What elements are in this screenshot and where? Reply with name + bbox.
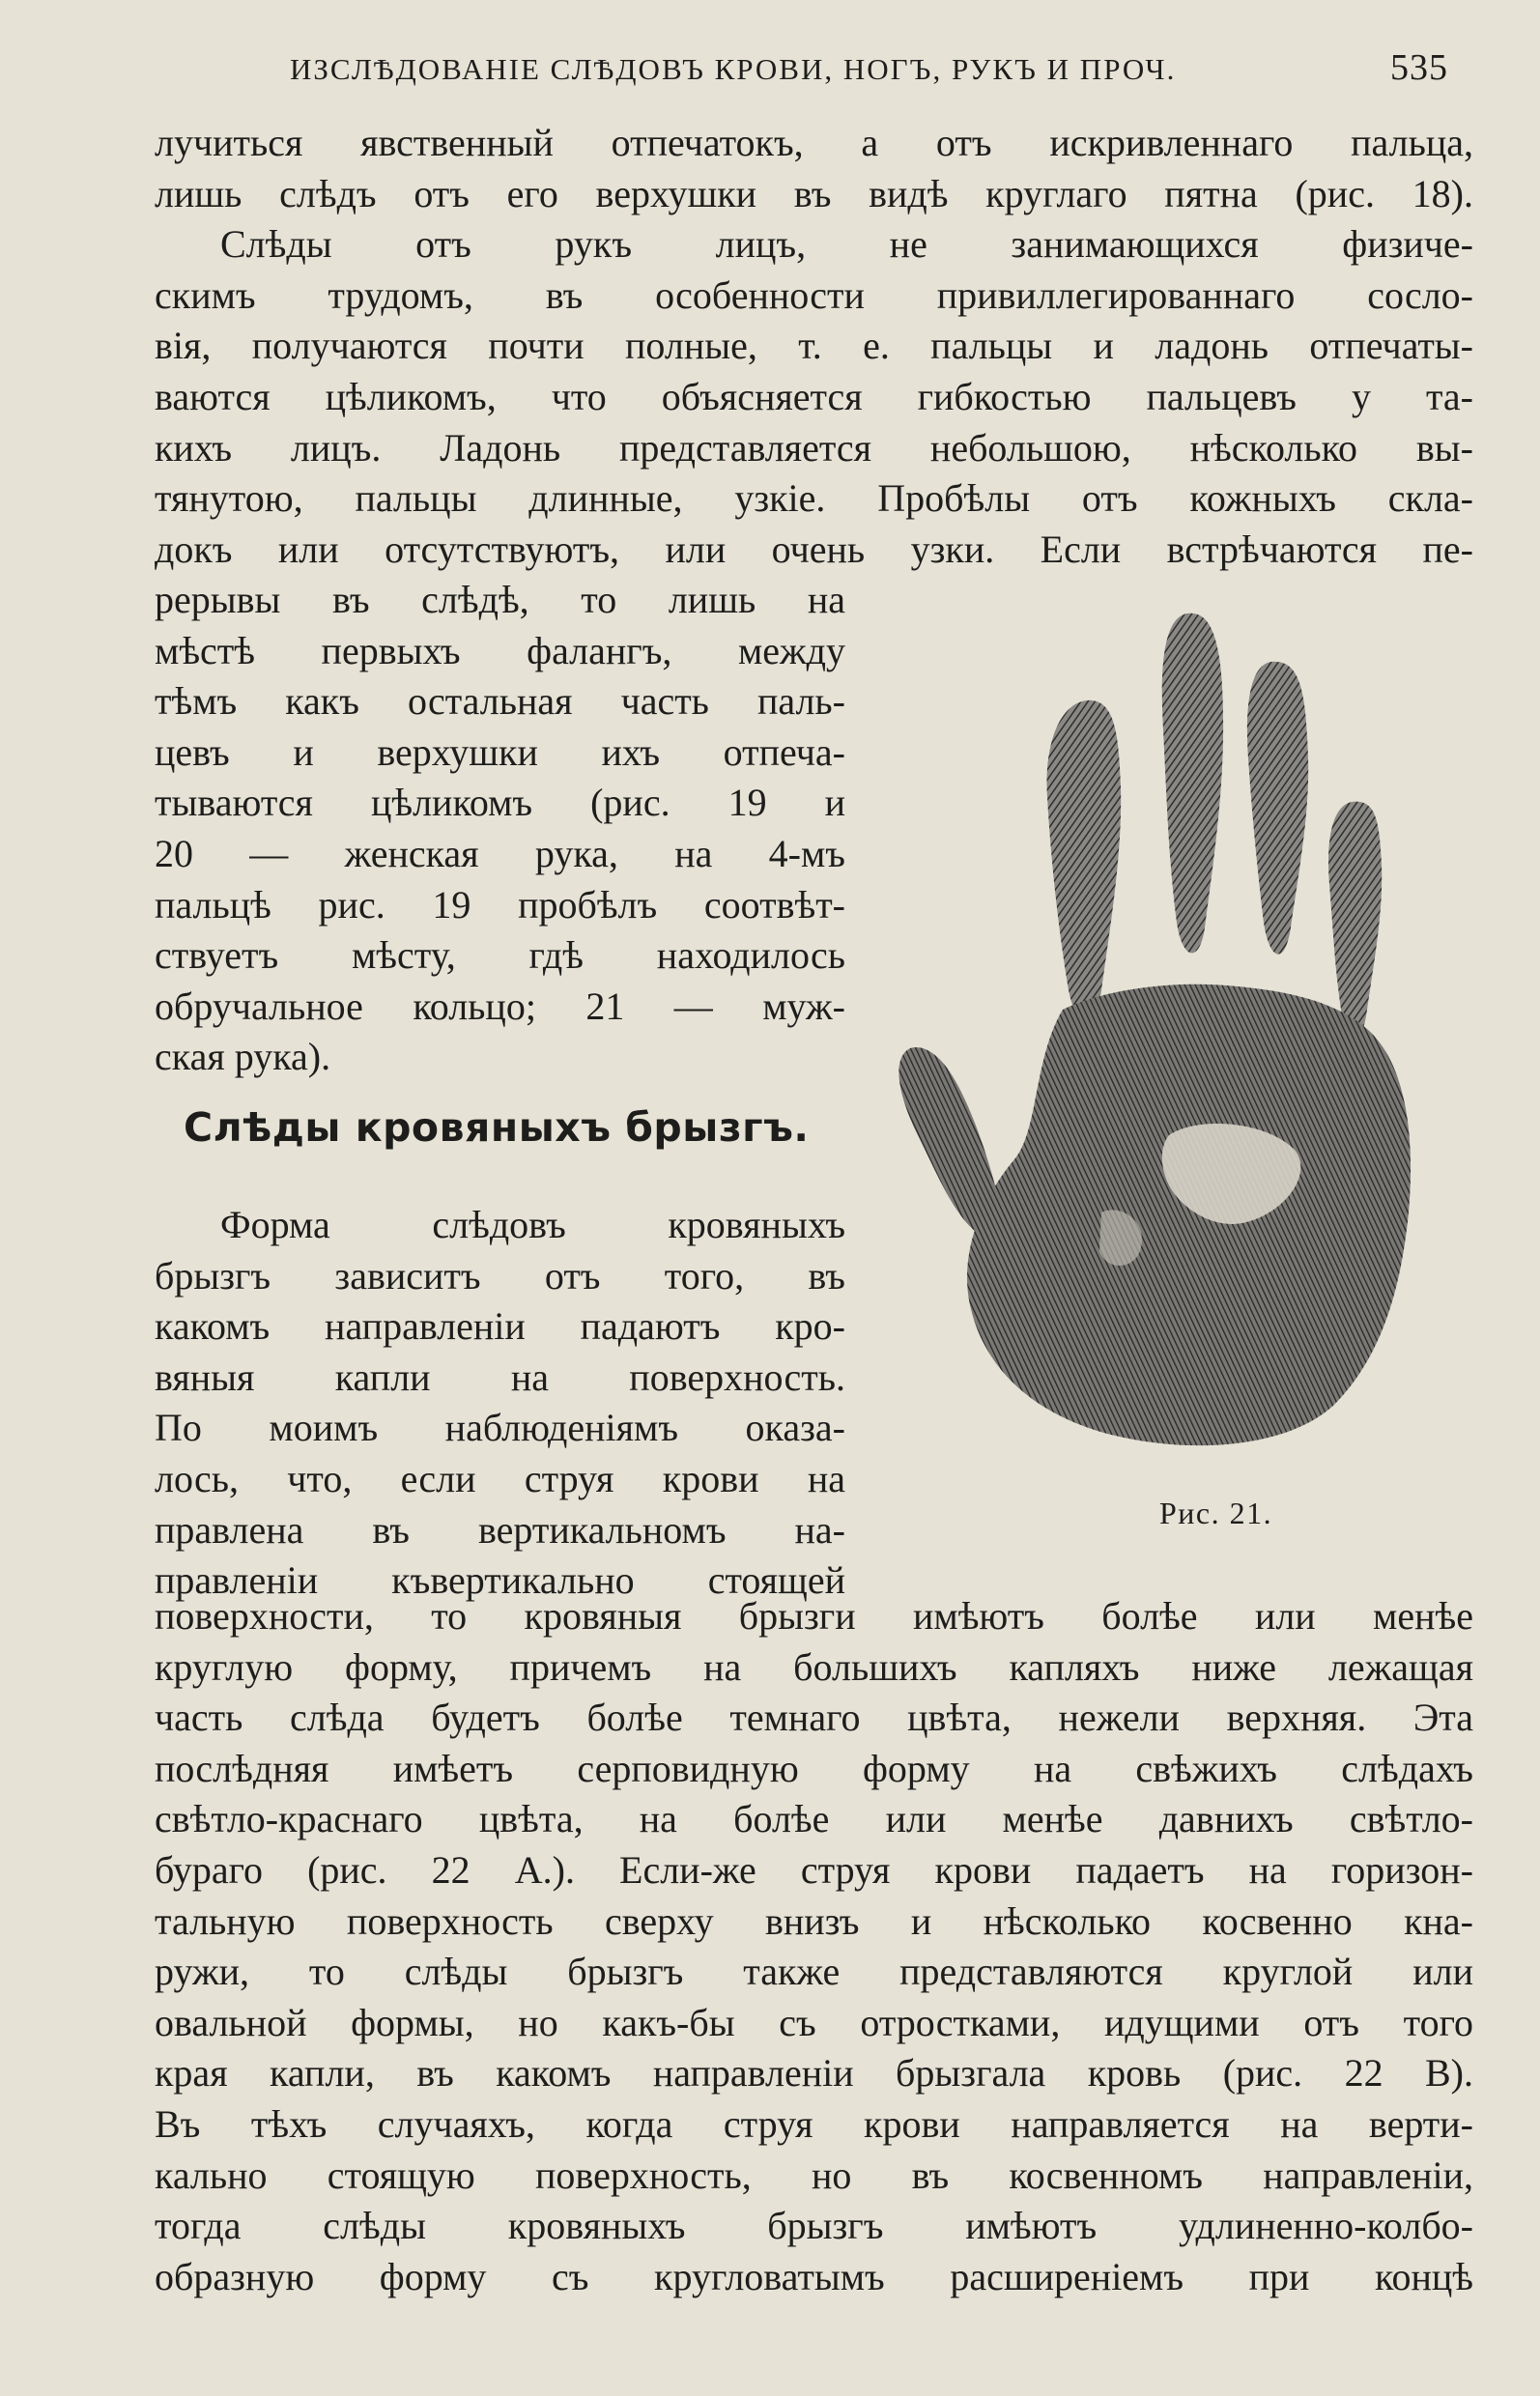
text-line: лось, что, если струя крови на bbox=[155, 1456, 845, 1500]
page-number: 535 bbox=[1390, 47, 1448, 88]
text-line: часть слѣда будетъ болѣе темнаго цвѣта, нежели верхняя. Эта bbox=[155, 1696, 1473, 1740]
text-line: круглую форму, причемъ на большихъ капляхъ ниже лежащая bbox=[155, 1644, 1473, 1689]
text-line: 20 — женская рука, на 4-мъ bbox=[155, 831, 845, 875]
text-line: ская рука). bbox=[155, 1035, 331, 1079]
text-line: докъ или отсутствуютъ, или очень узки. Если встрѣчаются пе- bbox=[155, 527, 1473, 571]
section-heading: Слѣды кровяныхъ брызгъ. bbox=[184, 1104, 810, 1151]
text-line: тальную поверхность сверху внизъ и нѣсколько косвенно кна- bbox=[155, 1898, 1473, 1943]
text-line: брызгъ зависитъ отъ того, въ bbox=[155, 1253, 845, 1298]
text-line: правленіи къвертикально стоящей bbox=[155, 1558, 845, 1603]
running-head bbox=[290, 46, 1448, 89]
text-line: бураго (рис. 22 А.). Если-же струя крови падаетъ на горизон- bbox=[155, 1847, 1473, 1892]
text-line: овальной формы, но какъ-бы съ отростками, идущими отъ того bbox=[155, 2000, 1473, 2044]
text-line: правлена въ вертикальномъ на- bbox=[155, 1507, 845, 1552]
top-paragraph-block bbox=[155, 118, 1473, 575]
text-line: послѣдняя имѣетъ серповидную форму на свѣжихъ слѣдахъ bbox=[155, 1746, 1473, 1790]
text-line: тянутою, пальцы длинные, узкіе. Пробѣлы отъ кожныхъ скла- bbox=[155, 476, 1473, 521]
text-line: свѣтло-краснаго цвѣта, на болѣе или менѣе давнихъ свѣтло- bbox=[155, 1797, 1473, 1841]
text-line: цевъ и верхушки ихъ отпеча- bbox=[155, 729, 845, 774]
text-line: ружи, то слѣды брызгъ также представляются круглой или bbox=[155, 1950, 1473, 1994]
text-line: мѣстѣ первыхъ фалангъ, между bbox=[155, 628, 845, 672]
text-line: лучиться явственный отпечатокъ, а отъ искривленнаго пальца, bbox=[155, 121, 1473, 164]
text-line: ваются цѣликомъ, что объясняется гибкостью пальцевъ у та- bbox=[155, 374, 1473, 418]
text-line: тѣмъ какъ остальная часть паль- bbox=[155, 679, 845, 724]
text-line: вяныя капли на поверхность. bbox=[155, 1355, 845, 1399]
text-line: лишь слѣдъ отъ его верхушки въ видѣ круглаго пятна (рис. 18). bbox=[155, 171, 1473, 215]
text-line: образную форму съ кругловатымъ расширеніемъ при концѣ bbox=[155, 2254, 1473, 2298]
running-title: ИЗСЛѢДОВАНІЕ СЛѢДОВЪ КРОВИ, НОГЪ, РУКЪ И ПРОЧ. bbox=[290, 52, 1177, 86]
text-line: Форма слѣдовъ кровяныхъ bbox=[220, 1203, 845, 1246]
text-line: пальцѣ рис. 19 пробѣлъ соотвѣт- bbox=[155, 882, 845, 927]
text-line: рерывы въ слѣдѣ, то лишь на bbox=[155, 578, 845, 621]
text-line: кально стоящую поверхность, но въ косвенномъ направленіи, bbox=[155, 2153, 1473, 2197]
figure-caption: Рис. 21. bbox=[1159, 1496, 1273, 1530]
text-line: края капли, въ какомъ направленіи брызгала кровь (рис. 22 В). bbox=[155, 2051, 1473, 2096]
handprint-icon bbox=[879, 594, 1459, 1464]
handprint-figure bbox=[879, 594, 1459, 1464]
left-column-paragraph-2 bbox=[155, 1200, 845, 1607]
text-line: ствуетъ мѣсту, гдѣ находилось bbox=[155, 933, 845, 978]
text-line: поверхности, то кровяныя брызги имѣютъ болѣе или менѣе bbox=[155, 1594, 1473, 1638]
text-line: скимъ трудомъ, въ особенности привиллегированнаго сосло- bbox=[155, 272, 1473, 317]
bottom-paragraph-block bbox=[155, 1591, 1473, 2302]
text-line: Въ тѣхъ случаяхъ, когда струя крови направляется на верти- bbox=[155, 2101, 1473, 2146]
text-line: Слѣды отъ рукъ лицъ, не занимающихся физиче- bbox=[220, 222, 1473, 267]
text-line: вія, получаются почти полные, т. е. пальцы и ладонь отпечаты- bbox=[155, 324, 1473, 368]
text-line: тогда слѣды кровяныхъ брызгъ имѣютъ удлиненно-колбо- bbox=[155, 2204, 1473, 2248]
text-line: тываются цѣликомъ (рис. 19 и bbox=[155, 781, 845, 825]
text-line: кихъ лицъ. Ладонь представляется небольшою, нѣсколько вы- bbox=[155, 425, 1473, 470]
text-line: По моимъ наблюденіямъ оказа- bbox=[155, 1406, 845, 1450]
text-line: какомъ направленіи падаютъ кро- bbox=[155, 1304, 845, 1349]
left-column-paragraph bbox=[155, 575, 845, 1083]
text-line: обручальное кольцо; 21 — муж- bbox=[155, 984, 845, 1028]
